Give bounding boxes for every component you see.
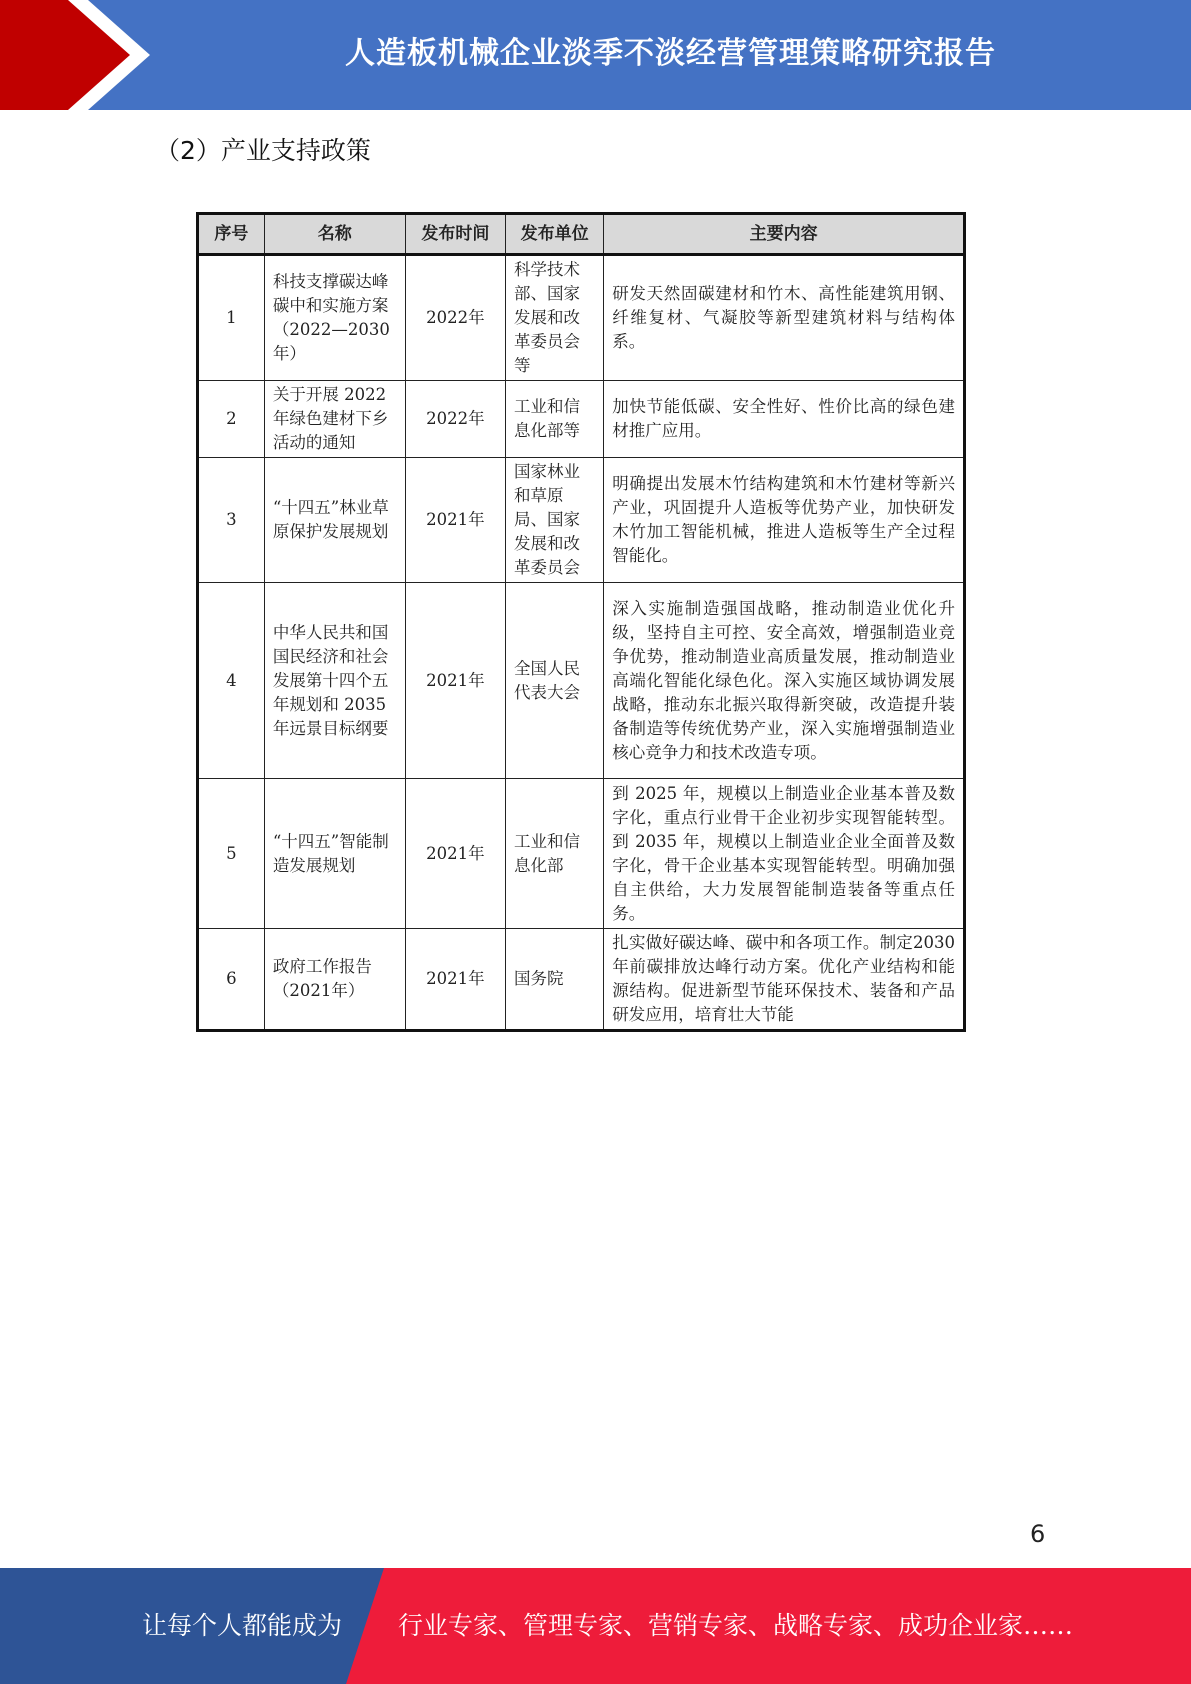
row-org: 国家林业和草原局、国家发展和改革委员会 — [505, 458, 603, 583]
row-num: 5 — [198, 779, 265, 929]
row-date: 2021年 — [405, 929, 505, 1031]
row-date: 2021年 — [405, 458, 505, 583]
row-content: 研发天然固碳建材和竹木、高性能建筑用钢、纤维复材、气凝胶等新型建筑材料与结构体系。 — [604, 255, 965, 381]
row-name: “十四五”林业草原保护发展规划 — [264, 458, 405, 583]
row-name: 中华人民共和国国民经济和社会发展第十四个五年规划和 2035 年远景目标纲要 — [264, 583, 405, 779]
col-header-content: 主要内容 — [604, 214, 965, 255]
col-header-name: 名称 — [264, 214, 405, 255]
row-content: 到 2025 年，规模以上制造业企业基本普及数字化，重点行业骨干企业初步实现智能转型。到 2035 年，规模以上制造业企业全面普及数字化，骨干企业基本实现智能转型。明确加强自主供给，大力发展智能制造装备等重点任务。 — [604, 779, 965, 929]
row-org: 工业和信息化部等 — [505, 381, 603, 458]
header-arrow-decoration — [0, 0, 150, 110]
table-row — [198, 583, 965, 779]
row-content: 深入实施制造强国战略，推动制造业优化升级，坚持自主可控、安全高效，增强制造业竞争优势，推动制造业高质量发展，推动制造业高端化智能化绿色化。深入实施区域协调发展战略，推动东北振兴取得新突破，改造提升装备制造等传统优势产业，深入实施增强制造业核心竞争力和技术改造专项。 — [604, 583, 965, 779]
page-header — [0, 0, 1191, 110]
col-header-org: 发布单位 — [505, 214, 603, 255]
row-org: 工业和信息化部 — [505, 779, 603, 929]
row-num: 6 — [198, 929, 265, 1031]
table-row — [198, 381, 965, 458]
footer-slogan-left: 让每个人都能成为 — [142, 1611, 343, 1640]
table-header-row — [198, 214, 965, 255]
row-org: 科学技术部、国家发展和改革委员会等 — [505, 255, 603, 381]
col-header-date: 发布时间 — [405, 214, 505, 255]
table-row — [198, 255, 965, 381]
table-row — [198, 779, 965, 929]
table-row — [198, 458, 965, 583]
report-title: 人造板机械企业淡季不淡经营管理策略研究报告 — [345, 36, 996, 71]
row-date: 2021年 — [405, 779, 505, 929]
row-date: 2021年 — [405, 583, 505, 779]
row-date: 2022年 — [405, 381, 505, 458]
footer-slogan-right: 行业专家、管理专家、营销专家、战略专家、成功企业家…… — [398, 1611, 1074, 1640]
row-num: 1 — [198, 255, 265, 381]
section-heading: （2）产业支持政策 — [155, 136, 371, 165]
row-content: 扎实做好碳达峰、碳中和各项工作。制定2030年前碳排放达峰行动方案。优化产业结构和能源结构。促进新型节能环保技术、装备和产品研发应用，培育壮大节能 — [604, 929, 965, 1031]
page-footer — [0, 1568, 1191, 1684]
row-name: 科技支撑碳达峰碳中和实施方案（2022—2030年） — [264, 255, 405, 381]
row-org: 全国人民代表大会 — [505, 583, 603, 779]
policy-table — [196, 212, 966, 1032]
row-org: 国务院 — [505, 929, 603, 1031]
page-number: 6 — [1030, 1520, 1046, 1548]
row-date: 2022年 — [405, 255, 505, 381]
col-header-num: 序号 — [198, 214, 265, 255]
row-num: 2 — [198, 381, 265, 458]
row-num: 3 — [198, 458, 265, 583]
row-name: “十四五”智能制造发展规划 — [264, 779, 405, 929]
row-content: 明确提出发展木竹结构建筑和木竹建材等新兴产业，巩固提升人造板等优势产业，加快研发木竹加工智能机械，推进人造板等生产全过程智能化。 — [604, 458, 965, 583]
row-name: 政府工作报告（2021年） — [264, 929, 405, 1031]
row-num: 4 — [198, 583, 265, 779]
row-name: 关于开展 2022 年绿色建材下乡活动的通知 — [264, 381, 405, 458]
table-row — [198, 929, 965, 1031]
row-content: 加快节能低碳、安全性好、性价比高的绿色建材推广应用。 — [604, 381, 965, 458]
